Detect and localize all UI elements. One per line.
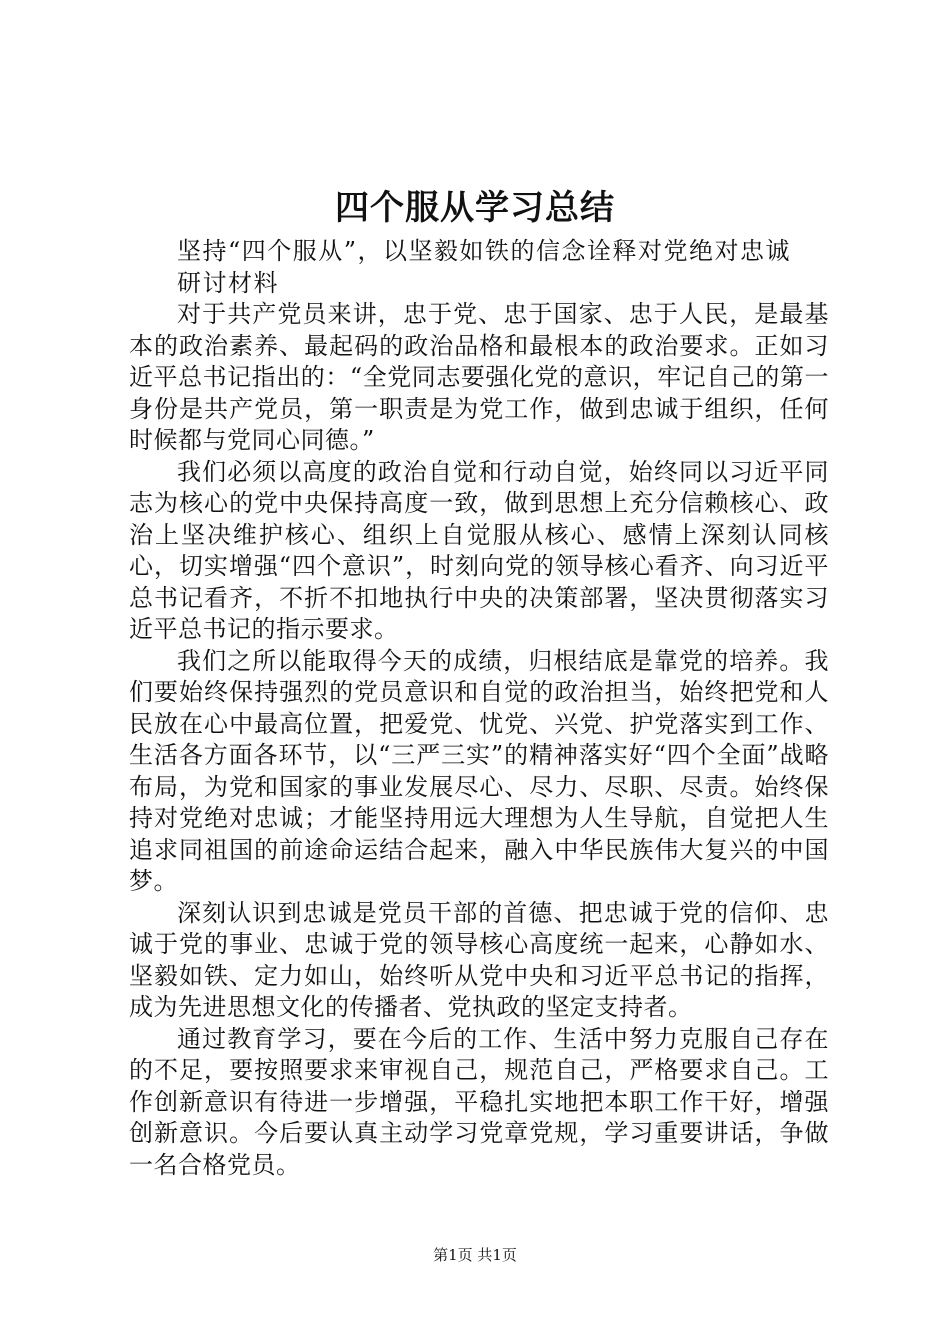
page-footer: 第1页 共1页 bbox=[433, 1246, 517, 1264]
document-body bbox=[129, 236, 829, 1181]
paragraph-3: 我们之所以能取得今天的成绩，归根结底是靠党的培养。我们要始终保持强烈的党员意识和自觉的政治担当，始终把党和人民放在心中最高位置，把爱党、忧党、兴党、护党落实到工作、生活各方面各环节，以“三严三实”的精神落实好“四个全面”战略布局，为党和国家的事业发展尽心、尽力、尽职、尽责。始终保持对党绝对忠诚；才能坚持用远大理想为人生导航，自觉把人生追求同祖国的前途命运结合起来，融入中华民族伟大复兴的中国梦。 bbox=[129, 646, 829, 895]
subtitle-line-1: 坚持“四个服从”，以坚毅如铁的信念诠释对党绝对忠诚 bbox=[177, 237, 792, 265]
subtitle-line-2: 研讨材料 bbox=[177, 268, 279, 297]
paragraph-5: 通过教育学习，要在今后的工作、生活中努力克服自己存在的不足，要按照要求来审视自己，规范自己，严格要求自己。工作创新意识有待进一步增强，平稳扎实地把本职工作干好，增强创新意识。今后要认真主动学习党章党规，学习重要讲话，争做一名合格党员。 bbox=[129, 1024, 829, 1179]
paragraph-4: 深刻认识到忠诚是党员干部的首德、把忠诚于党的信仰、忠诚于党的事业、忠诚于党的领导核心高度统一起来，心静如水、坚毅如铁、定力如山，始终听从党中央和习近平总书记的指挥，成为先进思想文化的传播者、党执政的坚定支持者。 bbox=[129, 898, 829, 1021]
paragraph-2: 我们必须以高度的政治自觉和行动自觉，始终同以习近平同志为核心的党中央保持高度一致，做到思想上充分信赖核心、政治上坚决维护核心、组织上自觉服从核心、感情上深刻认同核心，切实增强“四个意识”，时刻向党的领导核心看齐、向习近平总书记看齐，不折不扣地执行中央的决策部署，坚决贯彻落实习近平总书记的指示要求。 bbox=[129, 457, 829, 643]
paragraph-1: 对于共产党员来讲，忠于党、忠于国家、忠于人民，是最基本的政治素养、最起码的政治品格和最根本的政治要求。正如习近平总书记指出的：“全党同志要强化党的意识，牢记自己的第一身份是共产党员，第一职责是为党工作，做到忠诚于组织，任何时候都与党同心同德。” bbox=[129, 300, 829, 454]
document-title: 四个服从学习总结 bbox=[335, 188, 615, 228]
